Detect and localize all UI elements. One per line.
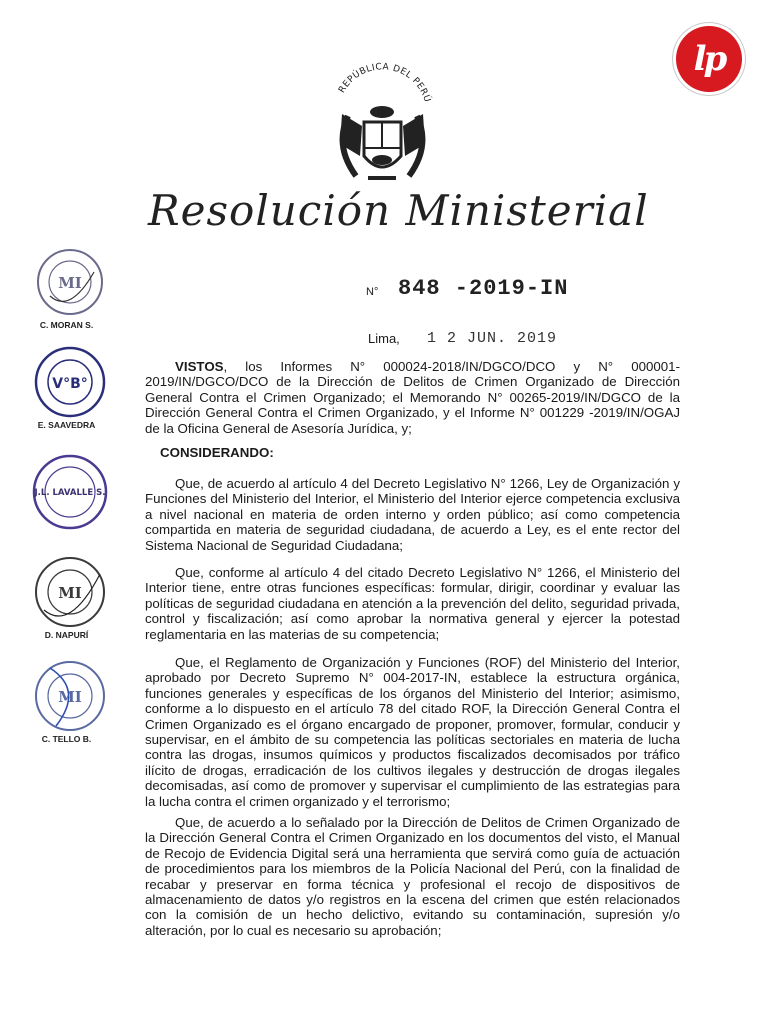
vistos-text: , los Informes N° 000024-2018/IN/DGCO/DCO y N° 000001-2019/IN/DGCO/DCO de la Dirección de Delitos de Crimen Organizado de Dirección General Contra el Crimen Organizado; el Memorando N° 00265-2019/IN/DGCO de la Dirección General Contra el Crimen Organizado, y el Informe N° 001229 -2019/IN/OGAJ de la Oficina General de Asesoría Jurídica, y; bbox=[145, 359, 680, 436]
date-stamp: 1 2 JUN. 2019 bbox=[427, 330, 558, 347]
stamp-caption: D. NAPURÍ bbox=[44, 630, 89, 640]
stamp-caption: C. MORAN S. bbox=[39, 320, 94, 330]
document-title: Resolución Ministerial bbox=[148, 186, 649, 235]
stamp-tello bbox=[14, 656, 119, 744]
paragraph-1 bbox=[145, 476, 680, 553]
vistos-label: VISTOS bbox=[175, 359, 224, 374]
paragraph-4 bbox=[145, 815, 680, 938]
stamp-lavalle bbox=[14, 452, 119, 532]
resolution-number-label: N° bbox=[366, 286, 379, 298]
paragraph-1-text: Que, de acuerdo al artículo 4 del Decreto Legislativo N° 1266, Ley de Organización y Funciones del Ministerio del Interior, el Ministerio del Interior ejerce competencia exclusiva a nivel nacional en materia de orden interno y orden público; así como competencia compartida en materia de seguridad ciudadana, de acuerdo a Ley, es el ente rector del Sistema Nacional de Seguridad Ciudadana; bbox=[145, 476, 680, 553]
lp-logo bbox=[676, 26, 742, 92]
stamp-moran bbox=[14, 244, 119, 330]
place-label: Lima, bbox=[368, 331, 400, 346]
paragraph-2 bbox=[145, 565, 680, 642]
vistos-paragraph bbox=[145, 359, 680, 436]
stamp-saavedra bbox=[14, 342, 119, 430]
paragraph-3 bbox=[145, 655, 680, 809]
stamp-caption: E. SAAVEDRA bbox=[37, 420, 96, 430]
paragraph-3-text: Que, el Reglamento de Organización y Funciones (ROF) del Ministerio del Interior, aprobado por Decreto Supremo N° 004-2017-IN, establece la estructura orgánica, funciones generales y específicas de los órganos del Ministerio del Interior; asimismo, conforme a lo dispuesto en el artículo 78 del citado ROF, la Dirección General Contra el Crimen Organizado es el órgano encargado de proponer, promover, formular, conducir y supervisar, en el ámbito de su competencia las políticas sectoriales en materia de lucha contra las drogas, insumos químicos y productos fiscalizados decomisados por tráfico ilícito de drogas, erradicación de los cultivos ilegales y destrucción de drogas ilegales decomisadas, así como de promover y supervisar el cumplimiento de las estrategias para la lucha contra el crimen organizado y el terrorismo; bbox=[145, 655, 680, 809]
peru-coat-of-arms bbox=[320, 56, 445, 191]
paragraph-2-text: Que, conforme al artículo 4 del citado Decreto Legislativo N° 1266, el Ministerio del Interior tiene, entre otras funciones específicas: formular, dirigir, coordinar y evaluar las políticas de seguridad ciudadana en atención a la prevención del delito, seguridad privada, control y fiscalización; así como aprobar la normativa general y ejercer la potestad reglamentaria en las materias de su competencia; bbox=[145, 565, 680, 642]
stamp-caption: C. TELLO B. bbox=[41, 734, 92, 744]
svg-text:MI: MI bbox=[58, 584, 82, 602]
svg-text:MI: MI bbox=[58, 688, 82, 706]
svg-text:MI: MI bbox=[58, 274, 82, 292]
considerando-heading: CONSIDERANDO: bbox=[160, 445, 274, 460]
svg-text:V°B°: V°B° bbox=[52, 376, 88, 392]
svg-text:J.L. LAVALLE S.: J.L. LAVALLE S. bbox=[34, 488, 106, 498]
paragraph-4-text: Que, de acuerdo a lo señalado por la Dirección de Delitos de Crimen Organizado de la Dirección General Contra el Crimen Organizado en los documentos del visto, el Manual de Recojo de Evidencia Digital será una herramienta que servirá como guía de actuación de procedimientos para los miembros de la Policía Nacional del Perú, con la finalidad de recabar y preservar en forma técnica y profesional el recojo de dispositivos de almacenamiento de datos y/o registros en la escena del crimen que estén relacionados con la comisión de un hecho delictivo, evitando su contaminación, supresión y/o alteración, por lo cual es necesario su aprobación; bbox=[145, 815, 680, 938]
resolution-number: 848 -2019-IN bbox=[398, 276, 569, 301]
logo-text: lp bbox=[693, 39, 725, 79]
svg-text:REPÚBLICA DEL PERÚ: REPÚBLICA DEL PERÚ bbox=[337, 62, 433, 104]
stamp-napuri bbox=[14, 552, 119, 640]
